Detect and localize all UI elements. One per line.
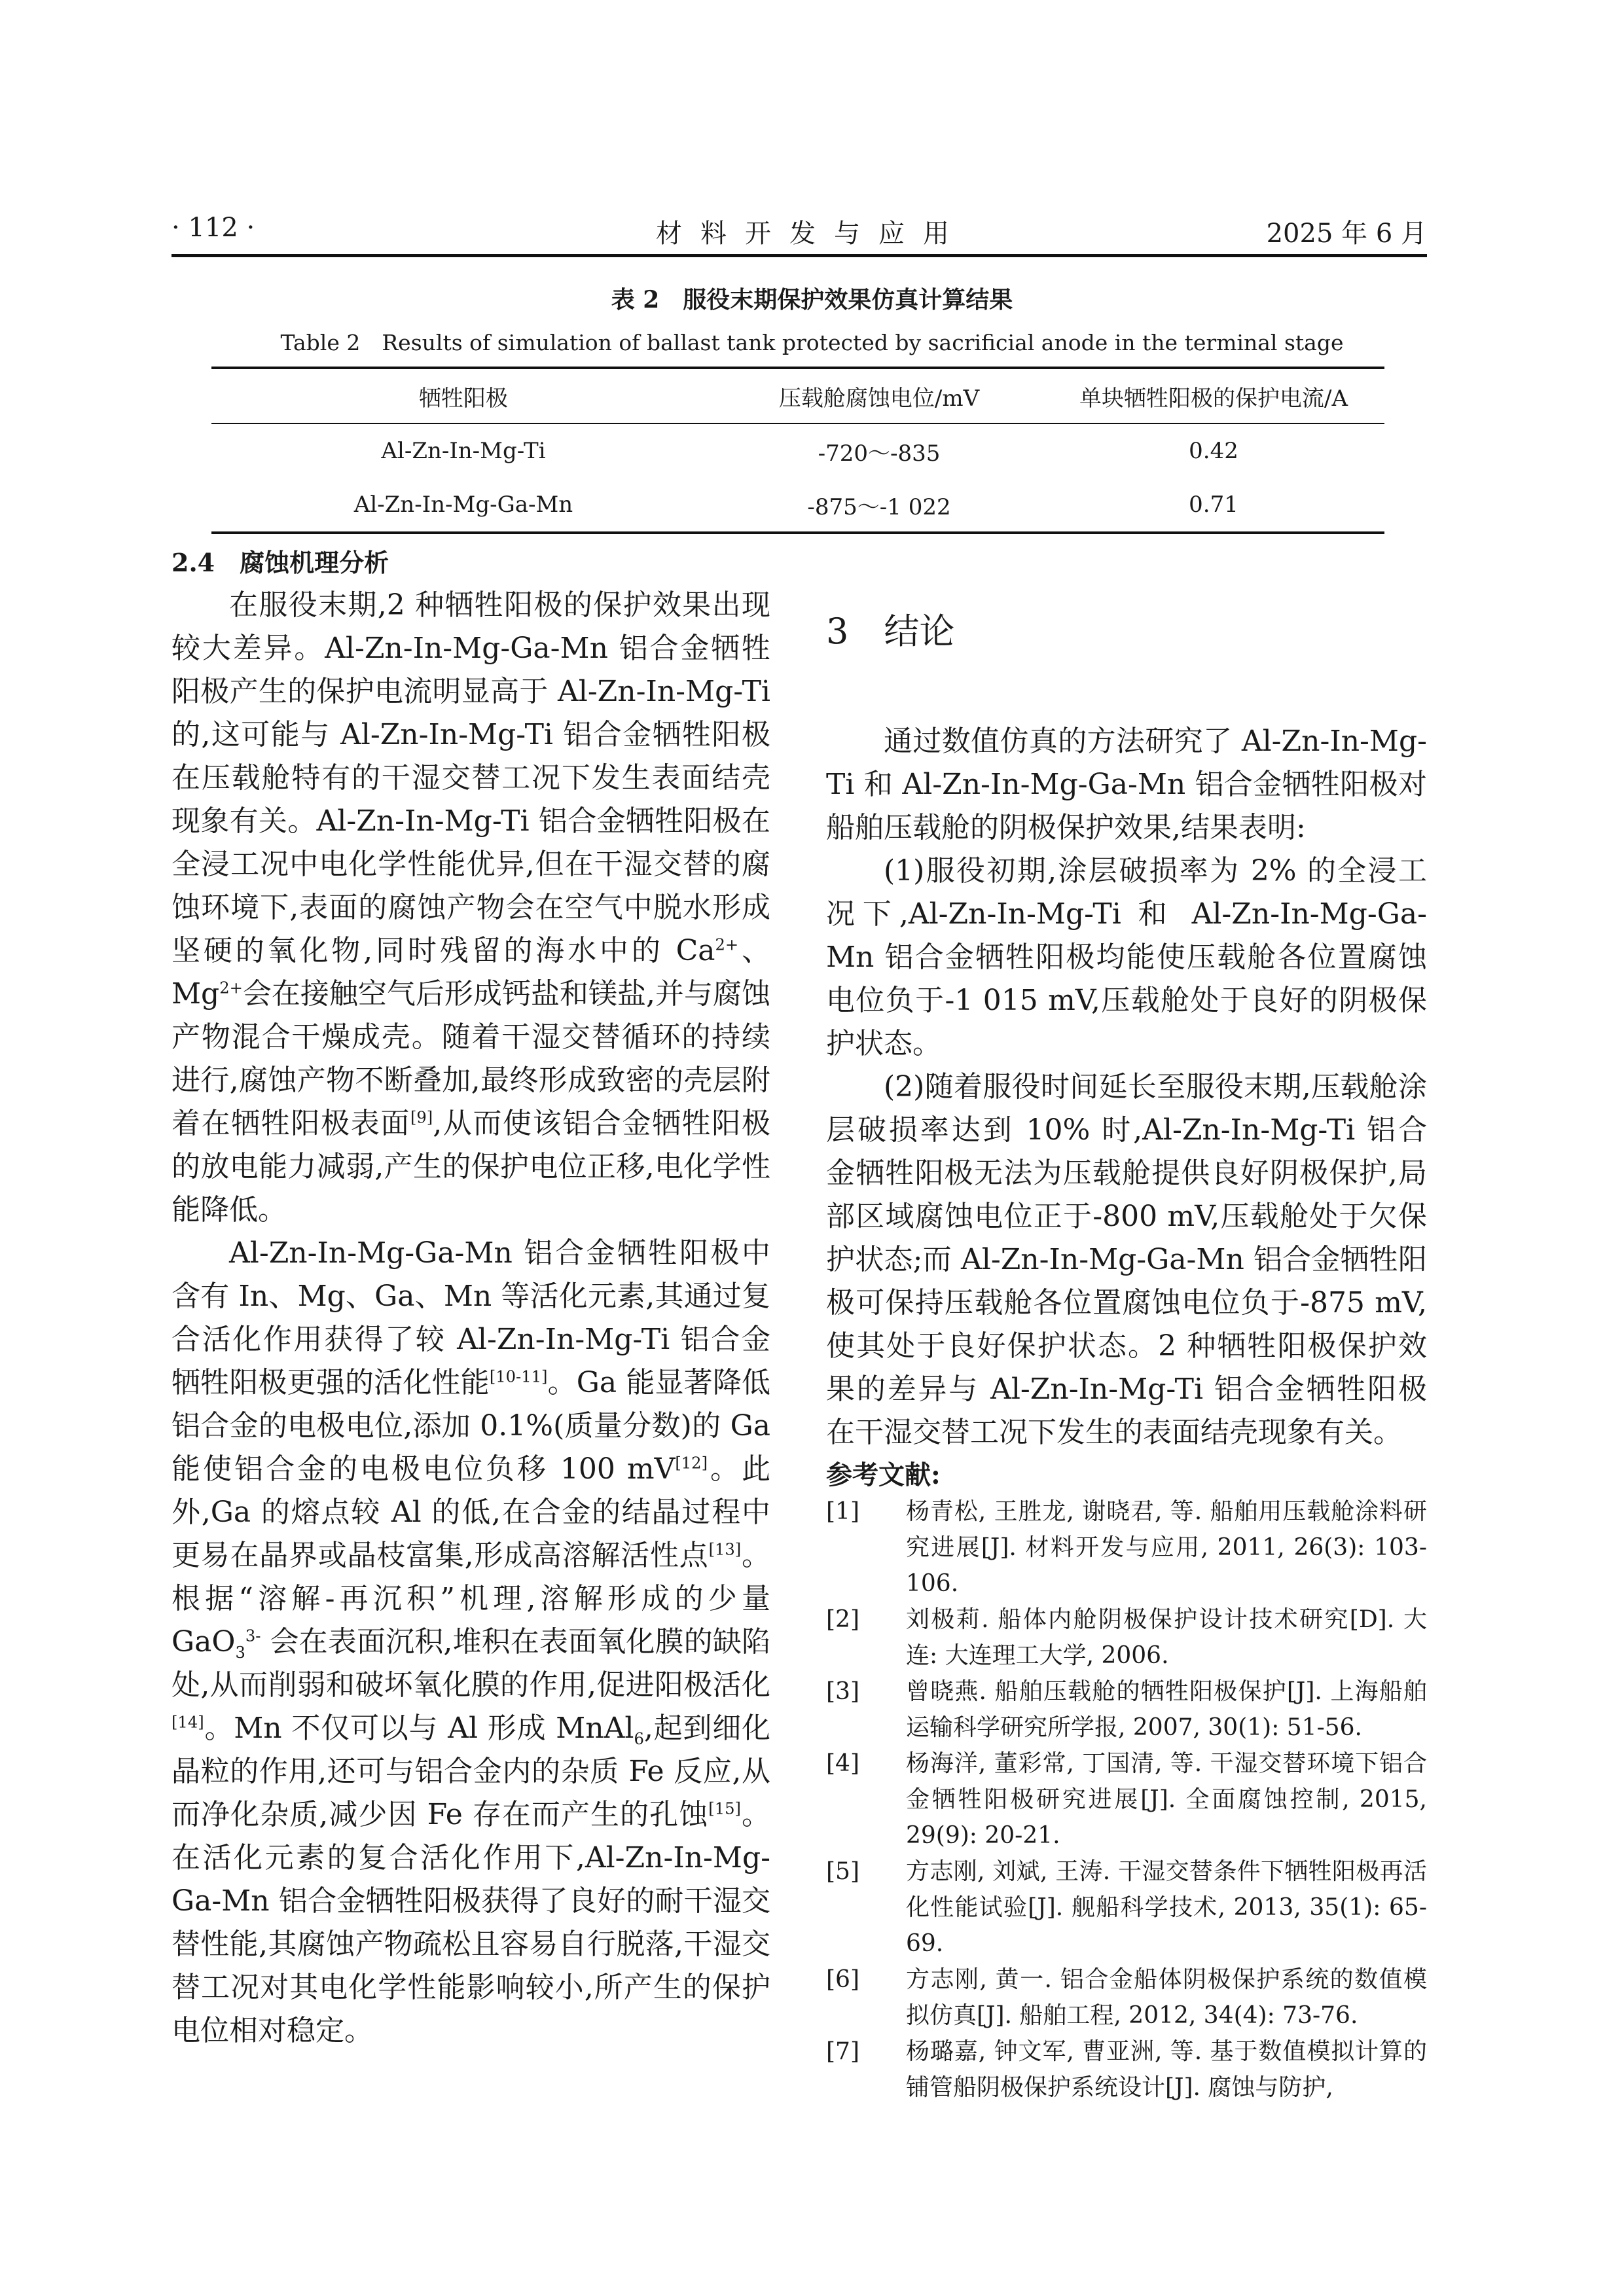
reference-item [826,1602,1427,1674]
text-run: 、Mg [171,934,770,1011]
table-cell: 0.42 [1189,438,1238,464]
superscript: [13] [708,1540,742,1559]
table-cell: -875～-1 022 [807,493,951,520]
table-cell: 0.71 [1189,492,1238,518]
text-run: ,起到细化晶粒的作用,还可与铝合金内的杂质 Fe 反应,从而净化杂质,减少因 Fe 存在而产生的孔蚀 [171,1712,770,1831]
reference-text: 杨青松, 王胜龙, 谢晓君, 等. 船舶用压载舱涂料研究进展[J]. 材料开发与应用, 2011, 26(3): 103-106. [906,1498,1427,1597]
text-run: 在服役末期,2 种牺牲阳极的保护效果出现较大差异。Al-Zn-In-Mg-Ga-Mn 铝合金牺牲阳极产生的保护电流明显高于 Al-Zn-In-Mg-Ti 的,这可能与 Al-Zn-In-Mg-Ti 铝合金牺牲阳极在压载舱特有的干湿交替工况下发生表面结壳现象有关。Al-Zn-In-Mg-Ti 铝合金牺牲阳极在全浸工况中电化学性能优异,但在干湿交替的腐蚀环境下,表面的腐蚀产物会在空气中脱水形成坚硬的氧化物,同时残留的海水中的 Ca [171,588,770,967]
page-number: · 112 · [171,213,255,243]
text-run: 。Mn 不仅可以与 Al 形成 MnAl [204,1712,634,1745]
superscript: 3- [245,1626,261,1645]
reference-number: [1] [826,1498,859,1525]
reference-item [826,1746,1427,1854]
superscript: 2+ [219,978,243,997]
text-run: 会在表面沉积,堆积在表面氧化膜的缺陷处,从而削弱和破坏氧化膜的作用,促进阳极活化 [171,1625,770,1702]
reference-number: [7] [826,2038,859,2065]
body-paragraph [826,1066,1427,1454]
text-run: ,从而使该铝合金牺牲阳极的放电能力减弱,产生的保护电位正移,电化学性能降低。 [171,1107,770,1227]
reference-item [826,1494,1427,1602]
results-table [211,367,1384,534]
reference-item [826,1962,1427,2034]
text-run: (2)随着服役时间延长至服役末期,压载舱涂层破损率达到 10% 时,Al-Zn-In-Mg-Ti 铝合金牺牲阳极无法为压载舱提供良好阴极保护,局部区域腐蚀电位正于-800 mV,压载舱处于欠保护状态;而 Al-Zn-In-Mg-Ga-Mn 铝合金牺牲阳极可保持压载舱各位置腐蚀电位负于-875 mV,使其处于良好保护状态。2 种牺牲阳极保护效果的差异与 Al-Zn-In-Mg-Ti 铝合金牺牲阳极在干湿交替工况下发生的表面结壳现象有关。 [826,1070,1427,1449]
superscript: [15] [708,1799,741,1818]
reference-text: 杨海洋, 董彩常, 丁国清, 等. 干湿交替环境下铝合金牺牲阳极研究进展[J]. 全面腐蚀控制, 2015, 29(9): 20-21. [906,1750,1427,1849]
table-header-cell: 牺牲阳极 [419,385,508,412]
table-row [211,478,1384,531]
reference-text: 曾晓燕. 船舶压载舱的牺牲阳极保护[J]. 上海船舶运输科学研究所学报, 2007, 30(1): 51-56. [906,1678,1427,1741]
table-header-cell: 单块牺牲阳极的保护电流/A [1079,385,1348,412]
table-header-row [211,369,1384,423]
reference-text: 方志刚, 刘斌, 王涛. 干湿交替条件下牺牲阳极再活化性能试验[J]. 舰船科学技术, 2013, 35(1): 65-69. [906,1858,1427,1957]
body-paragraph [826,850,1427,1066]
table-caption-en: Table 2 Results of simulation of ballast tank protected by sacrificial anode in the terminal stage [280,330,1344,355]
body-paragraph [171,1232,770,2053]
table-bottom-rule [211,531,1384,534]
section-3-body [826,720,1427,1454]
superscript: [12] [675,1454,708,1473]
text-run: 通过数值仿真的方法研究了 Al-Zn-In-Mg-Ti 和 Al-Zn-In-Mg-Ga-Mn 铝合金牺牲阳极对船舶压载舱的阴极保护效果,结果表明: [826,725,1427,844]
table-cell: Al-Zn-In-Mg-Ti [381,438,546,464]
reference-item [826,2034,1427,2106]
table-cell: Al-Zn-In-Mg-Ga-Mn [353,492,573,518]
left-column [171,545,770,2053]
section-2-4-body [171,584,770,2053]
reference-number: [6] [826,1966,859,1993]
table-cell: -720～-835 [818,440,941,467]
superscript: 2+ [715,935,739,954]
text-run: 。Ga 能显著降低铝合金的电极电位,添加 0.1%(质量分数)的 Ga 能使铝合金的电极电位负移 100 mV [171,1366,770,1486]
section-heading-2-4: 2.4 腐蚀机理分析 [171,548,389,577]
journal-title: 材料开发与应用 [656,219,967,249]
superscript: [9] [410,1108,433,1127]
reference-item [826,1674,1427,1746]
reference-number: [5] [826,1858,859,1885]
reference-number: [4] [826,1750,859,1777]
text-run: 。在活化元素的复合活化作用下,Al-Zn-In-Mg-Ga-Mn 铝合金牺牲阳极获得了良好的耐干湿交替性能,其腐蚀产物疏松且容易自行脱落,干湿交替工况对其电化学性能影响较小,所产生的保护电位相对稳定。 [171,1798,770,2047]
text-run: 。根据“溶解-再沉积”机理,溶解形成的少量 GaO [171,1539,770,1659]
table-row [211,424,1384,478]
reference-text: 方志刚, 黄一. 铝合金船体阴极保护系统的数值模拟仿真[J]. 船舶工程, 2012, 34(4): 73-76. [906,1966,1427,2029]
issue-date: 2025 年 6 月 [1266,219,1427,249]
reference-item [826,1854,1427,1962]
right-column [826,605,1427,2106]
text-run: (1)服役初期,涂层破损率为 2% 的全浸工况下,Al-Zn-In-Mg-Ti 和 Al-Zn-In-Mg-Ga-Mn 铝合金牺牲阳极均能使压载舱各位置腐蚀电位负于-1 015 mV,压载舱处于良好的阴极保护状态。 [826,854,1427,1060]
text-run: 会在接触空气后形成钙盐和镁盐,并与腐蚀产物混合干燥成壳。随着干湿交替循环的持续进行,腐蚀产物不断叠加,最终形成致密的壳层附着在牺牲阳极表面 [171,977,770,1140]
text-run: 。此外,Ga 的熔点较 Al 的低,在合金的结晶过程中更易在晶界或晶枝富集,形成高溶解活性点 [171,1452,771,1572]
body-paragraph [171,584,770,1232]
reference-text: 杨璐嘉, 钟文军, 曹亚洲, 等. 基于数值模拟计算的铺管船阴极保护系统设计[J]. 腐蚀与防护, [906,2038,1427,2101]
header-rule [171,254,1427,257]
text-run: Al-Zn-In-Mg-Ga-Mn 铝合金牺牲阳极中含有 In、Mg、Ga、Mn 等活化元素,其通过复合活化作用获得了较 Al-Zn-In-Mg-Ti 铝合金牺牲阳极更强的活化性能 [171,1236,770,1399]
references-heading: 参考文献: [826,1460,941,1490]
table-header-cell: 压载舱腐蚀电位/mV [778,385,980,412]
reference-number: [2] [826,1606,859,1633]
reference-number: [3] [826,1678,859,1705]
section-heading-3: 3 结论 [826,611,955,652]
table-caption-zh: 表 2 服役末期保护效果仿真计算结果 [611,286,1013,314]
reference-text: 刘极莉. 船体内舱阴极保护设计技术研究[D]. 大连: 大连理工大学, 2006. [906,1606,1427,1669]
subscript: 3 [235,1643,245,1662]
references-list [826,1494,1427,2106]
subscript: 6 [634,1729,644,1748]
body-paragraph [826,720,1427,850]
superscript: [10-11] [489,1367,548,1386]
superscript: [14] [171,1713,204,1732]
